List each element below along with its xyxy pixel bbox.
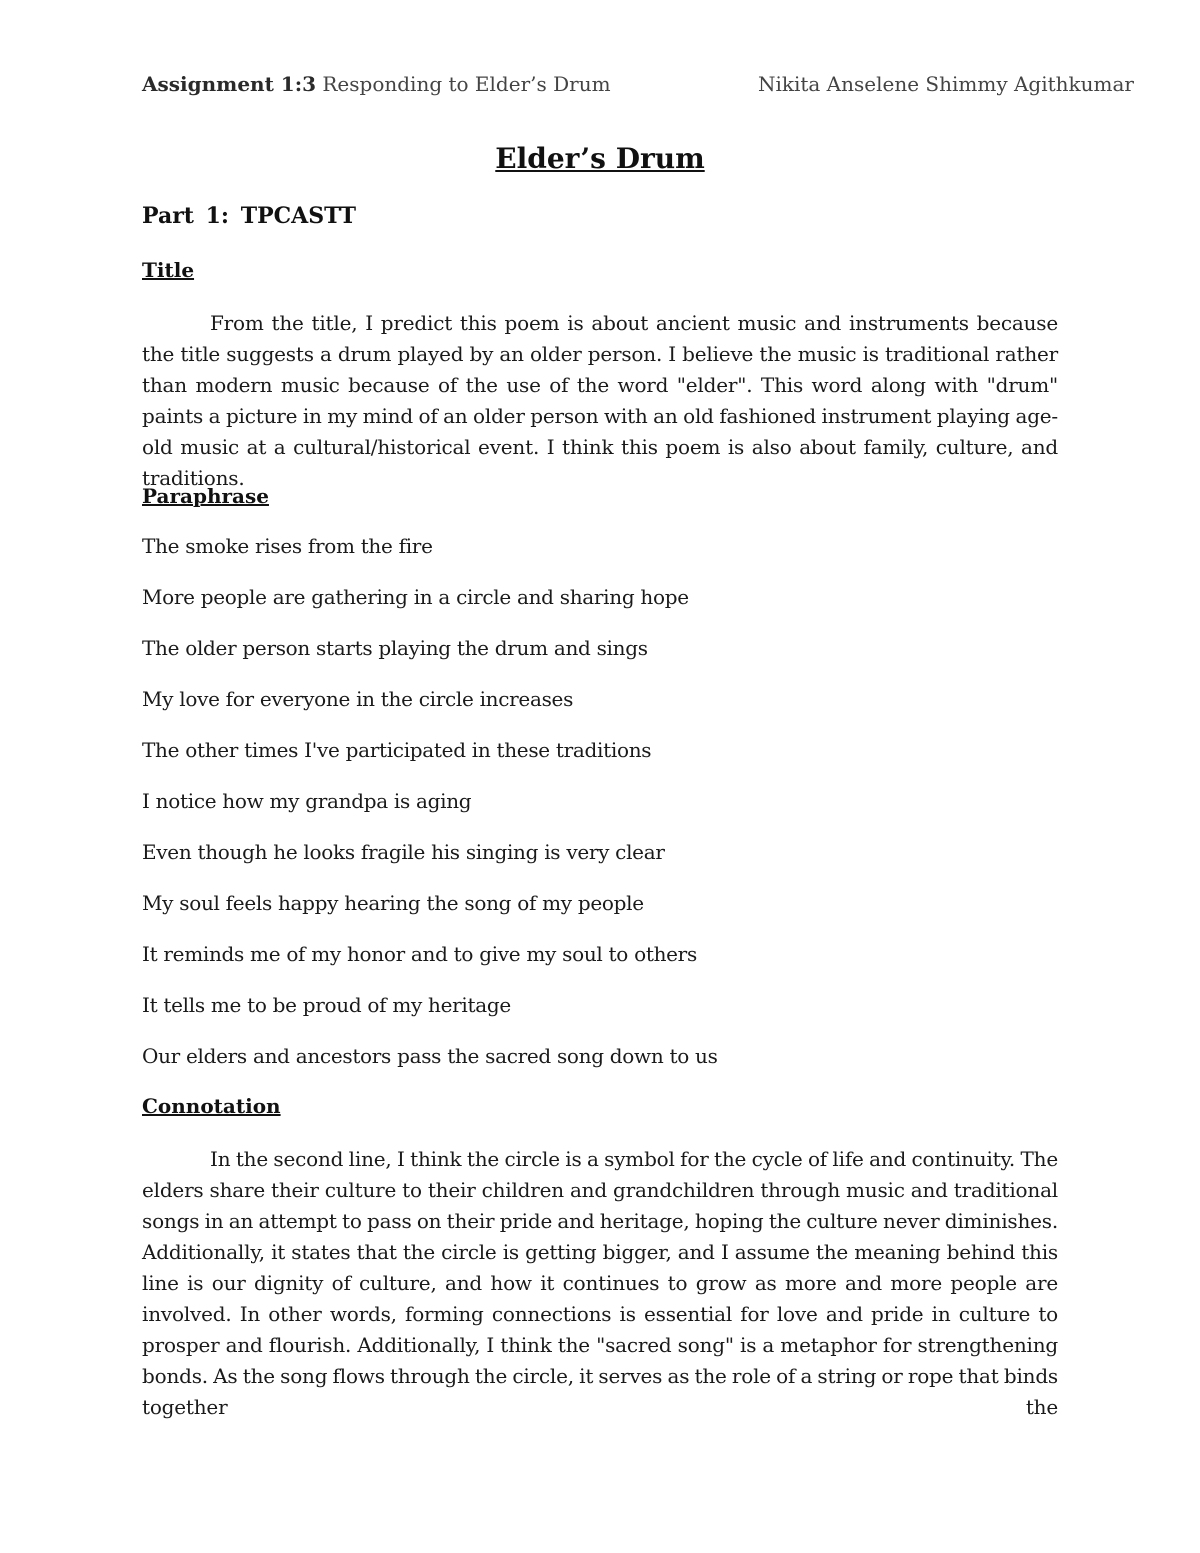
paraphrase-line: The smoke rises from the fire bbox=[142, 534, 433, 558]
assignment-label: Assignment 1:3 bbox=[142, 72, 317, 96]
title-paragraph: From the title, I predict this poem is about ancient music and instruments because the title suggests a drum played by an older person. I believe the music is traditional rather than modern music because of the use of the word "elder". This word along with "drum" paints a picture in my mind of an older person with an old fashioned instrument playing age-old music at a cultural/historical event. I think this poem is also about family, culture, and traditions. bbox=[142, 311, 1058, 490]
connotation-paragraph: In the second line, I think the circle is a symbol for the cycle of life and continuity. The elders share their culture to their children and grandchildren through music and traditional songs in an attempt to pass on their pride and heritage, hoping the culture never diminishes. Additionally, it states that the circle is getting bigger, and I assume the meaning behind this line is our dignity of culture, and how it continues to grow as more and more people are involved. In other words, forming connections is essential for love and pride in culture to prosper and flourish. Additionally, I think the "sacred song" is a metaphor for strengthening bonds. As the song flows through the circle, it serves as the role of a string or rope that binds together the bbox=[142, 1147, 1058, 1419]
paraphrase-line: The older person starts playing the drum and sings bbox=[142, 636, 648, 660]
paraphrase-line: It reminds me of my honor and to give my soul to others bbox=[142, 942, 697, 966]
paraphrase-line: I notice how my grandpa is aging bbox=[142, 789, 472, 813]
author-name: Nikita Anselene Shimmy Agithkumar bbox=[757, 72, 1134, 96]
paraphrase-line: More people are gathering in a circle and sharing hope bbox=[142, 585, 689, 609]
paraphrase-line: It tells me to be proud of my heritage bbox=[142, 993, 511, 1017]
paraphrase-line: Our elders and ancestors pass the sacred song down to us bbox=[142, 1044, 718, 1068]
assignment-info bbox=[142, 72, 611, 96]
paraphrase-line: The other times I've participated in these traditions bbox=[142, 738, 652, 762]
section-heading-connotation: Connotation bbox=[142, 1094, 281, 1118]
paraphrase-line: My love for everyone in the circle increases bbox=[142, 687, 574, 711]
page-header bbox=[142, 72, 1134, 102]
document-title: Elder’s Drum bbox=[495, 142, 705, 175]
paraphrase-line: My soul feels happy hearing the song of my people bbox=[142, 891, 644, 915]
section-heading-title: Title bbox=[142, 258, 195, 282]
section-heading-paraphrase: Paraphrase bbox=[142, 484, 269, 508]
paraphrase-line: Even though he looks fragile his singing is very clear bbox=[142, 840, 665, 864]
part-heading: Part 1: TPCASTT bbox=[142, 203, 357, 229]
assignment-title: Responding to Elder’s Drum bbox=[322, 72, 611, 96]
